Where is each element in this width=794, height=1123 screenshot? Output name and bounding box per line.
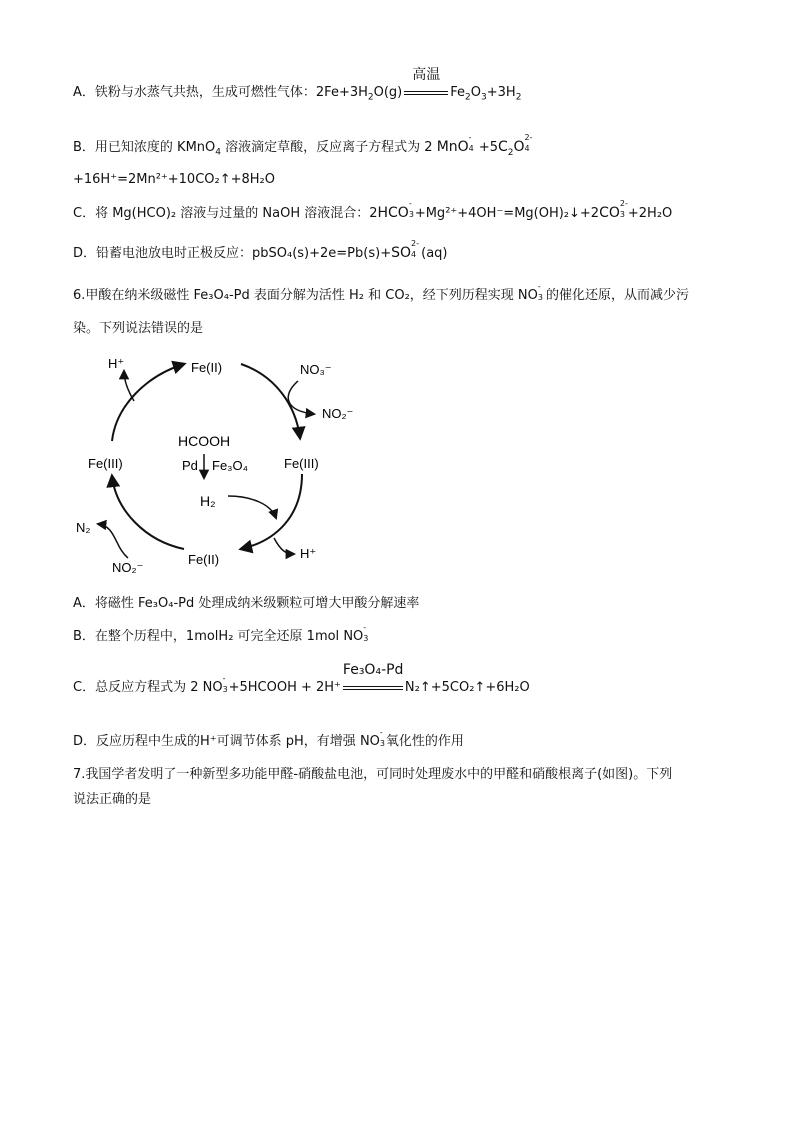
no3-ion: NO - 3 [202,674,228,695]
q7-stem-line1: 7.我国学者发明了一种新型多功能甲醛-硝酸盐电池，可同时处理废水中的甲醛和硝酸根离子(如图)。下列 [73,767,673,782]
option-c-label: C．将 Mg(HCO [73,206,166,221]
arc-top-right [241,364,300,438]
arrow-no2-to-n2 [98,524,128,558]
so4-ion: SO 2- 4 [391,239,419,261]
condition-text: 高温 [412,67,441,83]
c2o4-ion: $C_2O$ 2- 4 [497,133,533,158]
hco3-ion: HCO - 3 [377,199,414,221]
option-a-eq-right-c: +3H [486,85,516,100]
option-a-prev: A．铁粉与水蒸气共热，生成可燃性气体：$2Fe+3H_2O(g)$ 高温 $Fe_2O_3+3H_2$ [73,67,522,103]
option-a-eq-mid: O(g) [373,85,403,100]
q6-option-a: A．将磁性 Fe₃O₄-Pd 处理成纳米级颗粒可增大甲酸分解速率 [73,596,420,611]
label-fe3-left: Fe(III) [88,456,123,471]
label-pd: Pd [182,458,198,473]
option-b-mid: +5 [478,140,498,155]
no3-ion: NO - 3 [517,282,543,303]
q6-stem-line1 [73,282,690,303]
arrow-h2-to-right [228,496,276,518]
label-n2: N₂ [76,520,91,535]
arc-left-top [112,364,184,441]
label-h2: H₂ [200,493,216,509]
label-hcooh: HCOOH [178,433,231,449]
option-c-prev [73,199,673,221]
q6-stem1: 6.甲酸在纳米级磁性 Fe₃O₄-Pd 表面分解为活性 H₂ 和 CO₂，经下列历程实现 [73,288,518,303]
label-h-plus-bottom: H⁺ [300,546,317,561]
arc-bottom-left [112,476,184,549]
option-a-eq-left: 2Fe+3H [315,85,368,100]
mno4-ion: MnO - 4 [436,133,474,155]
label-no3-top: NO₃⁻ [300,362,332,377]
option-d-label: D．铅蓄电池放电时正极反应：pbSO₄(s)+2e=Pb(s)+ [73,246,392,261]
arrow-to-h-plus-bottom [274,538,294,554]
catalyst-arrow [342,662,404,694]
q6-stem-line2: 染。下列说法错误的是 [73,321,204,336]
option-c-end: +2H₂O [627,206,673,221]
label-no2-right: NO₂⁻ [322,406,354,421]
option-b-line2: +16H⁺=2Mn²⁺+10CO₂↑+8H₂O [73,172,275,187]
label-fe3o4: Fe₃O₄ [212,458,248,473]
q6-option-c-end: N₂↑+5CO₂↑+6H₂O [404,680,530,695]
q6-option-c-text: C．总反应方程式为 2 [73,680,203,695]
q6-option-d-end: 氧化性的作用 [385,734,464,749]
no3-ion: NO - 3 [359,728,386,749]
q6-option-b-text: B．在整个历程中，1molH₂ 可完全还原 1mol [73,629,344,644]
catalyst-label: Fe₃O₄-Pd [342,662,404,678]
q6-option-d [73,728,464,749]
q6-option-c [73,662,530,695]
catalytic-cycle-diagram [76,346,366,578]
condition-arrow [404,67,448,99]
option-a-label: A．铁粉与水蒸气共热，生成可燃性气体： [73,85,316,100]
co3-ion: CO 2- 3 [599,199,628,221]
option-a-eq-right-b: O [470,85,481,100]
option-c-label2: )₂ 溶液与过量的 NaOH 溶液混合：2 [165,206,378,221]
option-c-mid: +Mg²⁺+4OH⁻=Mg(OH)₂↓+2 [414,206,600,221]
q6-option-c-mid: +5HCOOH + 2H⁺ [228,680,341,695]
label-fe2-top: Fe(II) [191,360,223,375]
label-fe2-bottom: Fe(II) [188,552,220,567]
q6-option-d-text: D．反应历程中生成的H⁺可调节体系 pH，有增强 [73,734,360,749]
q6-option-b [73,623,369,644]
q7-stem-line2: 说法正确的是 [73,792,152,807]
no3-ion: NO - 3 [343,623,369,644]
q6-stem1b: 的催化还原，从而减少污 [541,288,690,303]
label-no2-bottom: NO₂⁻ [112,560,144,575]
option-d-prev [73,239,448,261]
option-b-prev: B．用已知浓度的 KMnO$_4$ 溶液滴定草酸，反应离子方程式为 2 MnO - 4 $+5C_2O$ 2- 4 [73,133,533,158]
option-b-label2: 溶液滴定草酸，反应离子方程式为 2 [225,140,433,155]
label-fe3-right: Fe(III) [284,456,319,471]
option-b-label: B．用已知浓度的 KMnO [73,140,216,155]
option-a-eq-right-a: Fe [450,85,466,100]
label-h-plus-top: H⁺ [108,356,125,371]
option-d-end: (aq) [417,246,448,261]
